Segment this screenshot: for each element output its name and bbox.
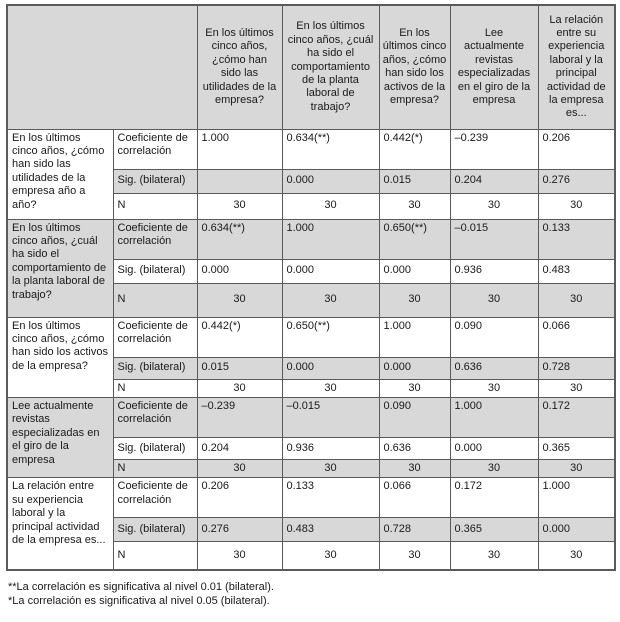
- value-cell: 0.015: [379, 169, 450, 193]
- stat-label-cell: N: [113, 283, 197, 317]
- corner-header-cell: [7, 5, 197, 129]
- value-cell: 30: [538, 193, 615, 219]
- value-cell: 30: [538, 379, 615, 397]
- value-cell: 0.000: [379, 357, 450, 379]
- value-cell: 0.276: [197, 518, 282, 542]
- value-cell: 30: [197, 459, 282, 477]
- value-cell: 0.442(*): [197, 317, 282, 357]
- value-cell: 0.634(**): [282, 129, 379, 169]
- value-cell: 0.204: [197, 437, 282, 459]
- stat-label-cell: Coeficiente de correlación: [113, 397, 197, 437]
- value-cell: 1.000: [450, 397, 538, 437]
- stat-label-cell: Sig. (bilateral): [113, 357, 197, 379]
- value-cell: 30: [450, 379, 538, 397]
- value-cell: –0.015: [450, 219, 538, 259]
- value-cell: 30: [282, 542, 379, 570]
- stat-label-cell: N: [113, 542, 197, 570]
- value-cell: 0.728: [538, 357, 615, 379]
- value-cell: 0.172: [538, 397, 615, 437]
- value-cell: –0.015: [282, 397, 379, 437]
- value-cell: 30: [282, 193, 379, 219]
- value-cell: 30: [538, 542, 615, 570]
- footnote-significance-001: **La correlación es significativa al nivel 0.01 (bilateral).: [8, 580, 274, 593]
- value-cell: –0.239: [450, 129, 538, 169]
- value-cell: 0.015: [197, 357, 282, 379]
- value-cell: 30: [197, 542, 282, 570]
- stat-label-cell: Coeficiente de correlación: [113, 129, 197, 169]
- stat-label-cell: Sig. (bilateral): [113, 169, 197, 193]
- value-cell: 30: [379, 459, 450, 477]
- value-cell: 0.650(**): [379, 219, 450, 259]
- value-cell: 0.090: [450, 317, 538, 357]
- value-cell: 0.650(**): [282, 317, 379, 357]
- value-cell: 30: [379, 542, 450, 570]
- value-cell: 0.634(**): [197, 219, 282, 259]
- value-cell: 0.483: [538, 259, 615, 283]
- value-cell: 1.000: [538, 478, 615, 518]
- value-cell: 0.728: [379, 518, 450, 542]
- value-cell: 1.000: [379, 317, 450, 357]
- value-cell: 0.442(*): [379, 129, 450, 169]
- value-cell: 30: [282, 379, 379, 397]
- value-cell: 0.206: [538, 129, 615, 169]
- stat-label-cell: Coeficiente de correlación: [113, 478, 197, 518]
- column-header-utilidades: En los últimos cinco años, ¿cómo han sido las utilidades de la empresa?: [197, 5, 282, 129]
- variable-label-cell: Lee actualmente revistas especializadas en el giro de la empresa: [7, 397, 113, 477]
- value-cell: 30: [538, 283, 615, 317]
- stat-label-cell: Sig. (bilateral): [113, 518, 197, 542]
- value-cell: 0.276: [538, 169, 615, 193]
- stat-label-cell: Coeficiente de correlación: [113, 317, 197, 357]
- footnotes: [6, 580, 614, 608]
- value-cell: 0.090: [379, 397, 450, 437]
- value-cell: 0.000: [282, 169, 379, 193]
- value-cell: 0.365: [538, 437, 615, 459]
- correlation-table: [6, 4, 616, 571]
- value-cell: 0.204: [450, 169, 538, 193]
- value-cell: 0.936: [282, 437, 379, 459]
- value-cell: 0.365: [450, 518, 538, 542]
- value-cell: 30: [379, 283, 450, 317]
- value-cell: 0.483: [282, 518, 379, 542]
- value-cell: 30: [450, 193, 538, 219]
- stat-label-cell: N: [113, 379, 197, 397]
- value-cell: 0.133: [538, 219, 615, 259]
- variable-label-cell: En los últimos cinco años, ¿cómo han sido las utilidades de la empresa año a año?: [7, 129, 113, 219]
- variable-label-cell: En los últimos cinco años, ¿cuál ha sido el comportamiento de la planta laboral de trabajo?: [7, 219, 113, 317]
- value-cell: 30: [450, 459, 538, 477]
- value-cell: 30: [379, 193, 450, 219]
- value-cell: 0.000: [538, 518, 615, 542]
- variable-label-cell: En los últimos cinco años, ¿cómo han sido los activos de la empresa?: [7, 317, 113, 397]
- column-header-planta-laboral: En los últimos cinco años, ¿cuál ha sido el comportamiento de la planta laboral de trabajo?: [282, 5, 379, 129]
- value-cell: –0.239: [197, 397, 282, 437]
- value-cell: 0.000: [379, 259, 450, 283]
- value-cell: 0.066: [379, 478, 450, 518]
- value-cell: 0.936: [450, 259, 538, 283]
- value-cell: 30: [538, 459, 615, 477]
- variable-label-cell: La relación entre su experiencia laboral y la principal actividad de la empresa es...: [7, 478, 113, 570]
- value-cell: 0.636: [450, 357, 538, 379]
- value-cell: 30: [450, 542, 538, 570]
- value-cell: 1.000: [282, 219, 379, 259]
- table-row: [7, 129, 615, 169]
- value-cell: 30: [282, 459, 379, 477]
- value-cell: 1.000: [197, 129, 282, 169]
- value-cell: 30: [282, 283, 379, 317]
- value-cell: 30: [379, 379, 450, 397]
- stat-label-cell: N: [113, 193, 197, 219]
- value-cell: 30: [197, 283, 282, 317]
- column-header-activos: En los últimos cinco años, ¿cómo han sido los activos de la empresa?: [379, 5, 450, 129]
- table-row: [7, 478, 615, 518]
- value-cell: 0.000: [197, 259, 282, 283]
- value-cell: 30: [197, 379, 282, 397]
- header-row: [7, 5, 615, 129]
- value-cell: 0.000: [450, 437, 538, 459]
- column-header-experiencia: La relación entre su experiencia laboral y la principal actividad de la empresa es...: [538, 5, 615, 129]
- value-cell: 30: [197, 193, 282, 219]
- value-cell: 0.066: [538, 317, 615, 357]
- stat-label-cell: Sig. (bilateral): [113, 437, 197, 459]
- footnote-significance-005: *La correlación es significativa al nivel 0.05 (bilateral).: [8, 594, 270, 607]
- table-row: [7, 219, 615, 259]
- value-cell: 30: [450, 283, 538, 317]
- value-cell: 0.172: [450, 478, 538, 518]
- value-cell: 0.133: [282, 478, 379, 518]
- stat-label-cell: Sig. (bilateral): [113, 259, 197, 283]
- value-cell: 0.636: [379, 437, 450, 459]
- table-row: [7, 317, 615, 357]
- table-row: [7, 397, 615, 437]
- column-header-revistas: Lee actualmente revistas especializadas en el giro de la empresa: [450, 5, 538, 129]
- value-cell: 0.000: [282, 357, 379, 379]
- value-cell: 0.000: [282, 259, 379, 283]
- stat-label-cell: Coeficiente de correlación: [113, 219, 197, 259]
- stat-label-cell: N: [113, 459, 197, 477]
- value-cell: [197, 169, 282, 193]
- value-cell: 0.206: [197, 478, 282, 518]
